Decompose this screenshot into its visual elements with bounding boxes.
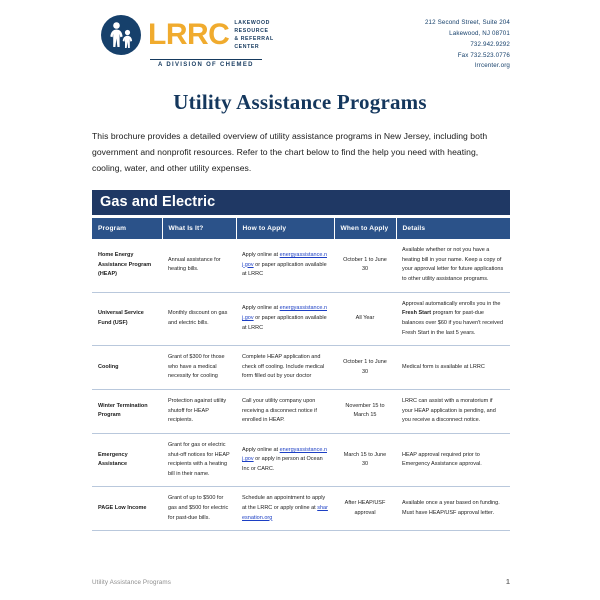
cell-details: Available whether or not you have a heating bill in your name. Keep a copy of your approval letter for future applications to other utility assistance programs. bbox=[396, 239, 510, 292]
how-text-post: or paper application available at LRRC bbox=[242, 261, 327, 278]
cell-when-to-apply: November 15 to March 15 bbox=[334, 390, 396, 434]
lrrc-family-circle-icon bbox=[100, 14, 142, 56]
column-header-when-to-apply: When to Apply bbox=[334, 218, 396, 239]
table-row bbox=[92, 292, 510, 346]
address-phone: 732.942.9292 bbox=[470, 40, 510, 48]
table-row bbox=[92, 390, 510, 434]
footer-title: Utility Assistance Programs bbox=[92, 579, 171, 586]
link-energyassistance[interactable]: energyassistance.nj.gov bbox=[242, 251, 327, 268]
cell-what-is-it: Grant of $300 for those who have a medical necessity for cooling bbox=[162, 346, 236, 390]
cell-program: Home Energy Assistance Program (HEAP) bbox=[92, 239, 162, 292]
table-row bbox=[92, 487, 510, 531]
cell-when-to-apply: October 1 to June 30 bbox=[334, 239, 396, 292]
programs-table bbox=[92, 218, 510, 531]
logo-subtitle: A DIVISION OF CHEMED bbox=[157, 62, 254, 68]
logo-tagline-line-4: CENTER bbox=[234, 44, 260, 51]
logo-tagline-line-3: & REFERRAL bbox=[234, 36, 274, 42]
column-header-details: Details bbox=[396, 218, 510, 239]
cell-how-to-apply bbox=[236, 239, 334, 292]
details-text-pre: Approval automatically enrolls you in the bbox=[402, 300, 501, 307]
lrrc-logo bbox=[100, 14, 274, 68]
address-website: lrrcenter.org bbox=[475, 62, 510, 70]
document-header bbox=[0, 0, 600, 72]
details-text-post: program for past-due balances over $60 if you haven't received Fresh Start in the last 5 years. bbox=[402, 310, 504, 336]
cell-details bbox=[396, 292, 510, 346]
cell-when-to-apply: October 1 to June 30 bbox=[334, 346, 396, 390]
logo-tagline bbox=[234, 19, 273, 51]
how-text-pre: Apply online at bbox=[242, 251, 280, 258]
address-city-state-zip: Lakewood, NJ 08701 bbox=[449, 29, 510, 37]
logo-divider bbox=[150, 59, 262, 60]
link-energyassistance[interactable]: energyassistance.nj.gov bbox=[242, 305, 327, 322]
cell-program: Winter Termination Program bbox=[92, 390, 162, 434]
cell-program: PAGE Low Income bbox=[92, 487, 162, 531]
table-row bbox=[92, 346, 510, 390]
details-text-bold: Fresh Start bbox=[402, 310, 432, 317]
intro-paragraph: This brochure provides a detailed overview of utility assistance programs in New Jersey, including both government and nonprofit resources. Refer to the chart below to find the help you need with heating, cooling, water, and other utility expenses. bbox=[92, 131, 488, 173]
table-header-row bbox=[92, 218, 510, 239]
cell-details: Available once a year based on funding. Must have HEAP/USF approval letter. bbox=[396, 487, 510, 531]
table-row bbox=[92, 239, 510, 292]
section-header-gas-and-electric: Gas and Electric bbox=[92, 190, 510, 215]
how-text-pre: Apply online at bbox=[242, 305, 280, 312]
table-row bbox=[92, 433, 510, 487]
how-text-pre: Apply online at bbox=[242, 446, 280, 453]
cell-when-to-apply: March 15 to June 30 bbox=[334, 433, 396, 487]
logo-tagline-line-1: LAKEWOOD bbox=[234, 19, 270, 26]
column-header-how-to-apply: How to Apply bbox=[236, 218, 334, 239]
address-fax: Fax 732.523.0776 bbox=[457, 51, 510, 59]
how-text-pre: Schedule an appointment to apply at the LRRC or apply online at bbox=[242, 495, 326, 512]
cell-how-to-apply: Call your utility company upon receiving a disconnect notice if enrolled in HEAP. bbox=[236, 390, 334, 434]
cell-how-to-apply bbox=[236, 487, 334, 531]
address-street: 212 Second Street, Suite 204 bbox=[424, 19, 510, 26]
how-text-post: or apply in person at Ocean Inc or CARC. bbox=[242, 456, 323, 472]
cell-details: Medical form is available at LRRC bbox=[396, 346, 510, 390]
contact-address-block bbox=[425, 14, 510, 72]
cell-when-to-apply: All Year bbox=[334, 292, 396, 346]
cell-program: Universal Service Fund (USF) bbox=[92, 292, 162, 346]
column-header-program: Program bbox=[92, 218, 162, 239]
cell-details: LRRC can assist with a moratorium if your HEAP application is pending, and you receive a disconnect notice. bbox=[396, 390, 510, 434]
cell-what-is-it: Grant for gas or electric shut-off notices for HEAP recipients with a heating bill in their name. bbox=[162, 433, 236, 487]
cell-when-to-apply: After HEAP/USF approval bbox=[334, 487, 396, 531]
cell-what-is-it: Protection against utility shutoff for HEAP recipients. bbox=[162, 390, 236, 434]
link-energyassistance[interactable]: energyassistance.nj.gov bbox=[242, 446, 327, 463]
cell-how-to-apply bbox=[236, 292, 334, 346]
cell-program: Emergency Assistance bbox=[92, 433, 162, 487]
link-sharesnation[interactable]: sharesnation.org bbox=[242, 505, 328, 521]
column-header-what-is-it: What Is It? bbox=[162, 218, 236, 239]
logo-row bbox=[100, 14, 274, 56]
document-footer bbox=[92, 579, 510, 586]
cell-what-is-it: Monthly discount on gas and electric bills. bbox=[162, 292, 236, 346]
cell-details: HEAP approval required prior to Emergency Assistance approval. bbox=[396, 433, 510, 487]
page-title: Utility Assistance Programs bbox=[173, 90, 427, 115]
logo-wordmark: LRRC bbox=[148, 18, 230, 51]
cell-what-is-it: Annual assistance for heating bills. bbox=[162, 239, 236, 292]
logo-tagline-line-2: RESOURCE bbox=[234, 27, 269, 34]
how-text-post: or paper application available at LRRC bbox=[242, 315, 327, 331]
cell-what-is-it: Grant of up to $500 for gas and $500 for electric for past-due bills. bbox=[162, 487, 236, 531]
cell-how-to-apply bbox=[236, 433, 334, 487]
cell-how-to-apply: Complete HEAP application and check off cooling. Include medical form filled out by your doctor bbox=[236, 346, 334, 390]
footer-page-number: 1 bbox=[506, 579, 510, 586]
cell-program: Cooling bbox=[92, 346, 162, 390]
